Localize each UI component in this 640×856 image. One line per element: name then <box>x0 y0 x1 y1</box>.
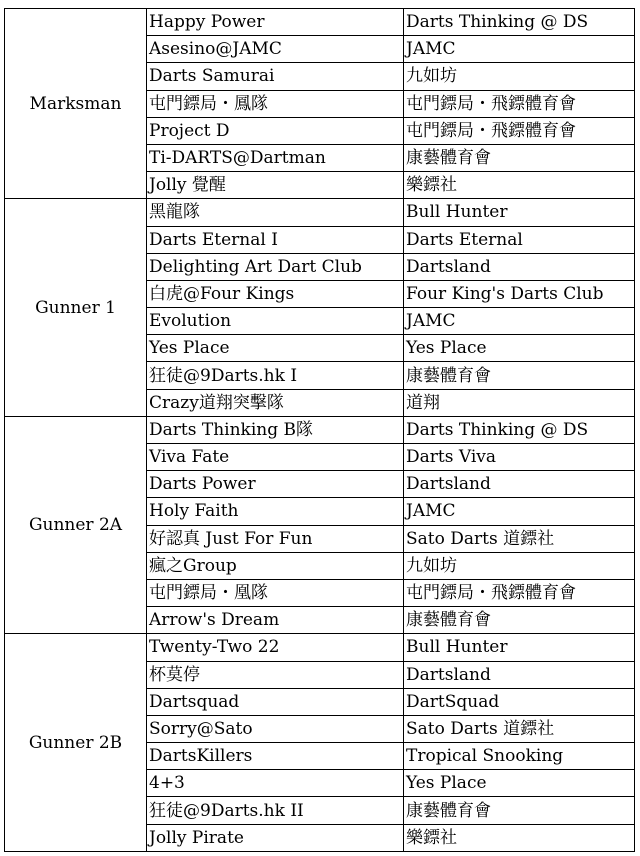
division-name: Gunner 2B <box>5 634 147 852</box>
division-name: Marksman <box>5 9 147 199</box>
team-name: Holy Faith <box>147 498 404 525</box>
club-name: 康藝體育會 <box>404 144 635 171</box>
team-name: Crazy道翔突擊隊 <box>147 389 404 416</box>
club-name: Bull Hunter <box>404 634 635 661</box>
team-name: 好認真 Just For Fun <box>147 525 404 552</box>
team-name: Darts Eternal I <box>147 226 404 253</box>
club-name: Dartsland <box>404 661 635 688</box>
division-name: Gunner 2A <box>5 416 147 634</box>
team-name: Jolly Pirate <box>147 824 404 851</box>
team-name: 白虎@Four Kings <box>147 280 404 307</box>
team-name: 4+3 <box>147 770 404 797</box>
team-name: DartsKillers <box>147 743 404 770</box>
team-name: Darts Thinking B隊 <box>147 416 404 443</box>
team-name: 屯門鏢局・鳳隊 <box>147 90 404 117</box>
table-row <box>5 416 635 443</box>
club-name: 屯門鏢局・飛鏢體育會 <box>404 90 635 117</box>
club-name: Bull Hunter <box>404 199 635 226</box>
club-name: 九如坊 <box>404 63 635 90</box>
team-name: 狂徒@9Darts.hk I <box>147 362 404 389</box>
club-name: 康藝體育會 <box>404 362 635 389</box>
club-name: JAMC <box>404 308 635 335</box>
club-name: Sato Darts 道鏢社 <box>404 715 635 742</box>
team-name: 杯莫停 <box>147 661 404 688</box>
club-name: Four King's Darts Club <box>404 280 635 307</box>
team-name: Jolly 覺醒 <box>147 172 404 199</box>
table-row <box>5 199 635 226</box>
team-name: Sorry@Sato <box>147 715 404 742</box>
team-name: Darts Samurai <box>147 63 404 90</box>
team-name: 瘋之Group <box>147 552 404 579</box>
team-name: Evolution <box>147 308 404 335</box>
team-name: Darts Power <box>147 471 404 498</box>
team-name: Happy Power <box>147 9 404 36</box>
team-name: Project D <box>147 117 404 144</box>
club-name: Dartsland <box>404 471 635 498</box>
club-name: Yes Place <box>404 770 635 797</box>
club-name: 屯門鏢局・飛鏢體育會 <box>404 117 635 144</box>
team-name: 屯門鏢局・凰隊 <box>147 579 404 606</box>
league-division-table <box>4 8 635 852</box>
table-body <box>5 9 635 852</box>
team-name: Asesino@JAMC <box>147 36 404 63</box>
club-name: Darts Viva <box>404 444 635 471</box>
club-name: 康藝體育會 <box>404 797 635 824</box>
team-name: Viva Fate <box>147 444 404 471</box>
team-name: 黑龍隊 <box>147 199 404 226</box>
club-name: JAMC <box>404 498 635 525</box>
team-name: 狂徒@9Darts.hk II <box>147 797 404 824</box>
club-name: Darts Thinking @ DS <box>404 416 635 443</box>
table-row <box>5 9 635 36</box>
table-row <box>5 634 635 661</box>
team-name: Arrow's Dream <box>147 607 404 634</box>
team-name: Ti-DARTS@Dartman <box>147 144 404 171</box>
club-name: Yes Place <box>404 335 635 362</box>
club-name: Dartsland <box>404 253 635 280</box>
club-name: DartSquad <box>404 688 635 715</box>
team-name: Twenty-Two 22 <box>147 634 404 661</box>
club-name: 樂鏢社 <box>404 824 635 851</box>
club-name: 屯門鏢局・飛鏢體育會 <box>404 579 635 606</box>
club-name: 道翔 <box>404 389 635 416</box>
division-name: Gunner 1 <box>5 199 147 417</box>
club-name: 康藝體育會 <box>404 607 635 634</box>
team-name: Delighting Art Dart Club <box>147 253 404 280</box>
team-name: Yes Place <box>147 335 404 362</box>
club-name: JAMC <box>404 36 635 63</box>
club-name: Darts Thinking @ DS <box>404 9 635 36</box>
club-name: Darts Eternal <box>404 226 635 253</box>
team-name: Dartsquad <box>147 688 404 715</box>
club-name: 樂鏢社 <box>404 172 635 199</box>
club-name: Sato Darts 道鏢社 <box>404 525 635 552</box>
club-name: 九如坊 <box>404 552 635 579</box>
club-name: Tropical Snooking <box>404 743 635 770</box>
